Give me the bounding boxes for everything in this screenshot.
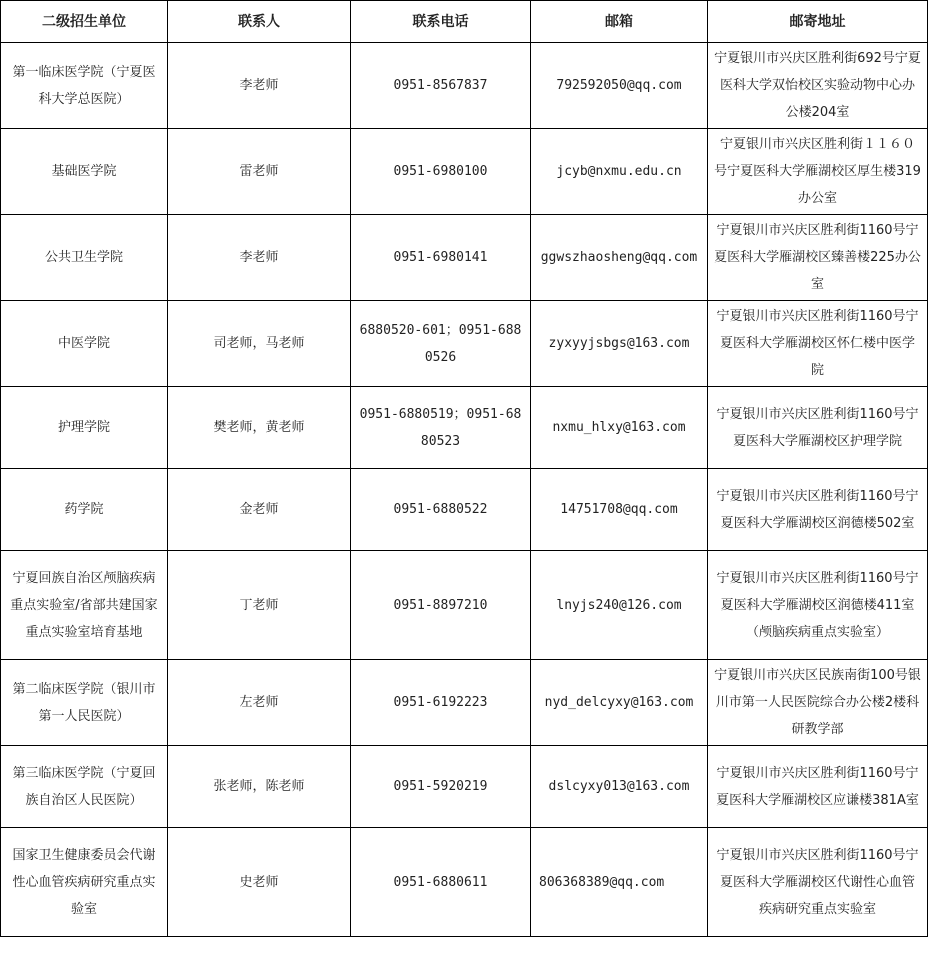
table-row	[1, 746, 928, 828]
unit-cell: 第三临床医学院（宁夏回族自治区人民医院）	[1, 746, 168, 828]
unit-cell: 第二临床医学院（银川市第一人民医院）	[1, 660, 168, 746]
phone-cell: 0951-6880611	[351, 828, 531, 937]
unit-cell: 公共卫生学院	[1, 215, 168, 301]
address-cell: 宁夏银川市兴庆区胜利街1160号宁夏医科大学雁湖校区臻善楼225办公室	[708, 215, 928, 301]
unit-cell: 基础医学院	[1, 129, 168, 215]
contact-cell: 史老师	[168, 828, 351, 937]
phone-cell: 0951-6980100	[351, 129, 531, 215]
contact-cell: 丁老师	[168, 551, 351, 660]
table-row	[1, 660, 928, 746]
email-cell: 792592050@qq.com	[531, 43, 708, 129]
header-row	[1, 1, 928, 43]
phone-cell: 0951-5920219	[351, 746, 531, 828]
unit-cell: 第一临床医学院（宁夏医科大学总医院）	[1, 43, 168, 129]
unit-cell: 宁夏回族自治区颅脑疾病重点实验室/省部共建国家重点实验室培育基地	[1, 551, 168, 660]
contact-cell: 樊老师，黄老师	[168, 387, 351, 469]
email-cell: jcyb@nxmu.edu.cn	[531, 129, 708, 215]
phone-cell: 6880520-601；0951-6880526	[351, 301, 531, 387]
email-cell: ggwszhaosheng@qq.com	[531, 215, 708, 301]
phone-cell: 0951-6880519；0951-6880523	[351, 387, 531, 469]
table-row	[1, 551, 928, 660]
contact-cell: 左老师	[168, 660, 351, 746]
address-cell: 宁夏银川市兴庆区胜利街692号宁夏医科大学双怡校区实验动物中心办公楼204室	[708, 43, 928, 129]
table-row	[1, 828, 928, 937]
phone-cell: 0951-8567837	[351, 43, 531, 129]
contact-cell: 李老师	[168, 215, 351, 301]
contact-cell: 司老师，马老师	[168, 301, 351, 387]
header-phone: 联系电话	[351, 1, 531, 43]
header-contact: 联系人	[168, 1, 351, 43]
email-cell: 14751708@qq.com	[531, 469, 708, 551]
contact-cell: 金老师	[168, 469, 351, 551]
unit-cell: 中医学院	[1, 301, 168, 387]
address-cell: 宁夏银川市兴庆区胜利街1160号宁夏医科大学雁湖校区怀仁楼中医学院	[708, 301, 928, 387]
contact-cell: 李老师	[168, 43, 351, 129]
phone-cell: 0951-6192223	[351, 660, 531, 746]
table-row	[1, 469, 928, 551]
email-cell: 806368389@qq.com	[531, 828, 708, 937]
contact-cell: 雷老师	[168, 129, 351, 215]
unit-cell: 护理学院	[1, 387, 168, 469]
address-cell: 宁夏银川市兴庆区胜利街1160号宁夏医科大学雁湖校区应谦楼381A室	[708, 746, 928, 828]
address-cell: 宁夏银川市兴庆区胜利街1160号宁夏医科大学雁湖校区润德楼502室	[708, 469, 928, 551]
table-row	[1, 387, 928, 469]
address-cell: 宁夏银川市兴庆区民族南街100号银川市第一人民医院综合办公楼2楼科研教学部	[708, 660, 928, 746]
header-address: 邮寄地址	[708, 1, 928, 43]
phone-cell: 0951-6980141	[351, 215, 531, 301]
table-row	[1, 43, 928, 129]
email-cell: dslcyxy013@163.com	[531, 746, 708, 828]
table-row	[1, 215, 928, 301]
header-unit: 二级招生单位	[1, 1, 168, 43]
email-cell: lnyjs240@126.com	[531, 551, 708, 660]
address-cell: 宁夏银川市兴庆区胜利街１１６０号宁夏医科大学雁湖校区厚生楼319办公室	[708, 129, 928, 215]
header-email: 邮箱	[531, 1, 708, 43]
phone-cell: 0951-6880522	[351, 469, 531, 551]
address-cell: 宁夏银川市兴庆区胜利街1160号宁夏医科大学雁湖校区润德楼411室（颅脑疾病重点实验室）	[708, 551, 928, 660]
email-cell: nxmu_hlxy@163.com	[531, 387, 708, 469]
email-cell: zyxyyjsbgs@163.com	[531, 301, 708, 387]
table-row	[1, 129, 928, 215]
address-cell: 宁夏银川市兴庆区胜利街1160号宁夏医科大学雁湖校区代谢性心血管疾病研究重点实验室	[708, 828, 928, 937]
unit-cell: 国家卫生健康委员会代谢性心血管疾病研究重点实验室	[1, 828, 168, 937]
phone-cell: 0951-8897210	[351, 551, 531, 660]
unit-cell: 药学院	[1, 469, 168, 551]
email-cell: nyd_delcyxy@163.com	[531, 660, 708, 746]
table-row	[1, 301, 928, 387]
contact-cell: 张老师，陈老师	[168, 746, 351, 828]
address-cell: 宁夏银川市兴庆区胜利街1160号宁夏医科大学雁湖校区护理学院	[708, 387, 928, 469]
